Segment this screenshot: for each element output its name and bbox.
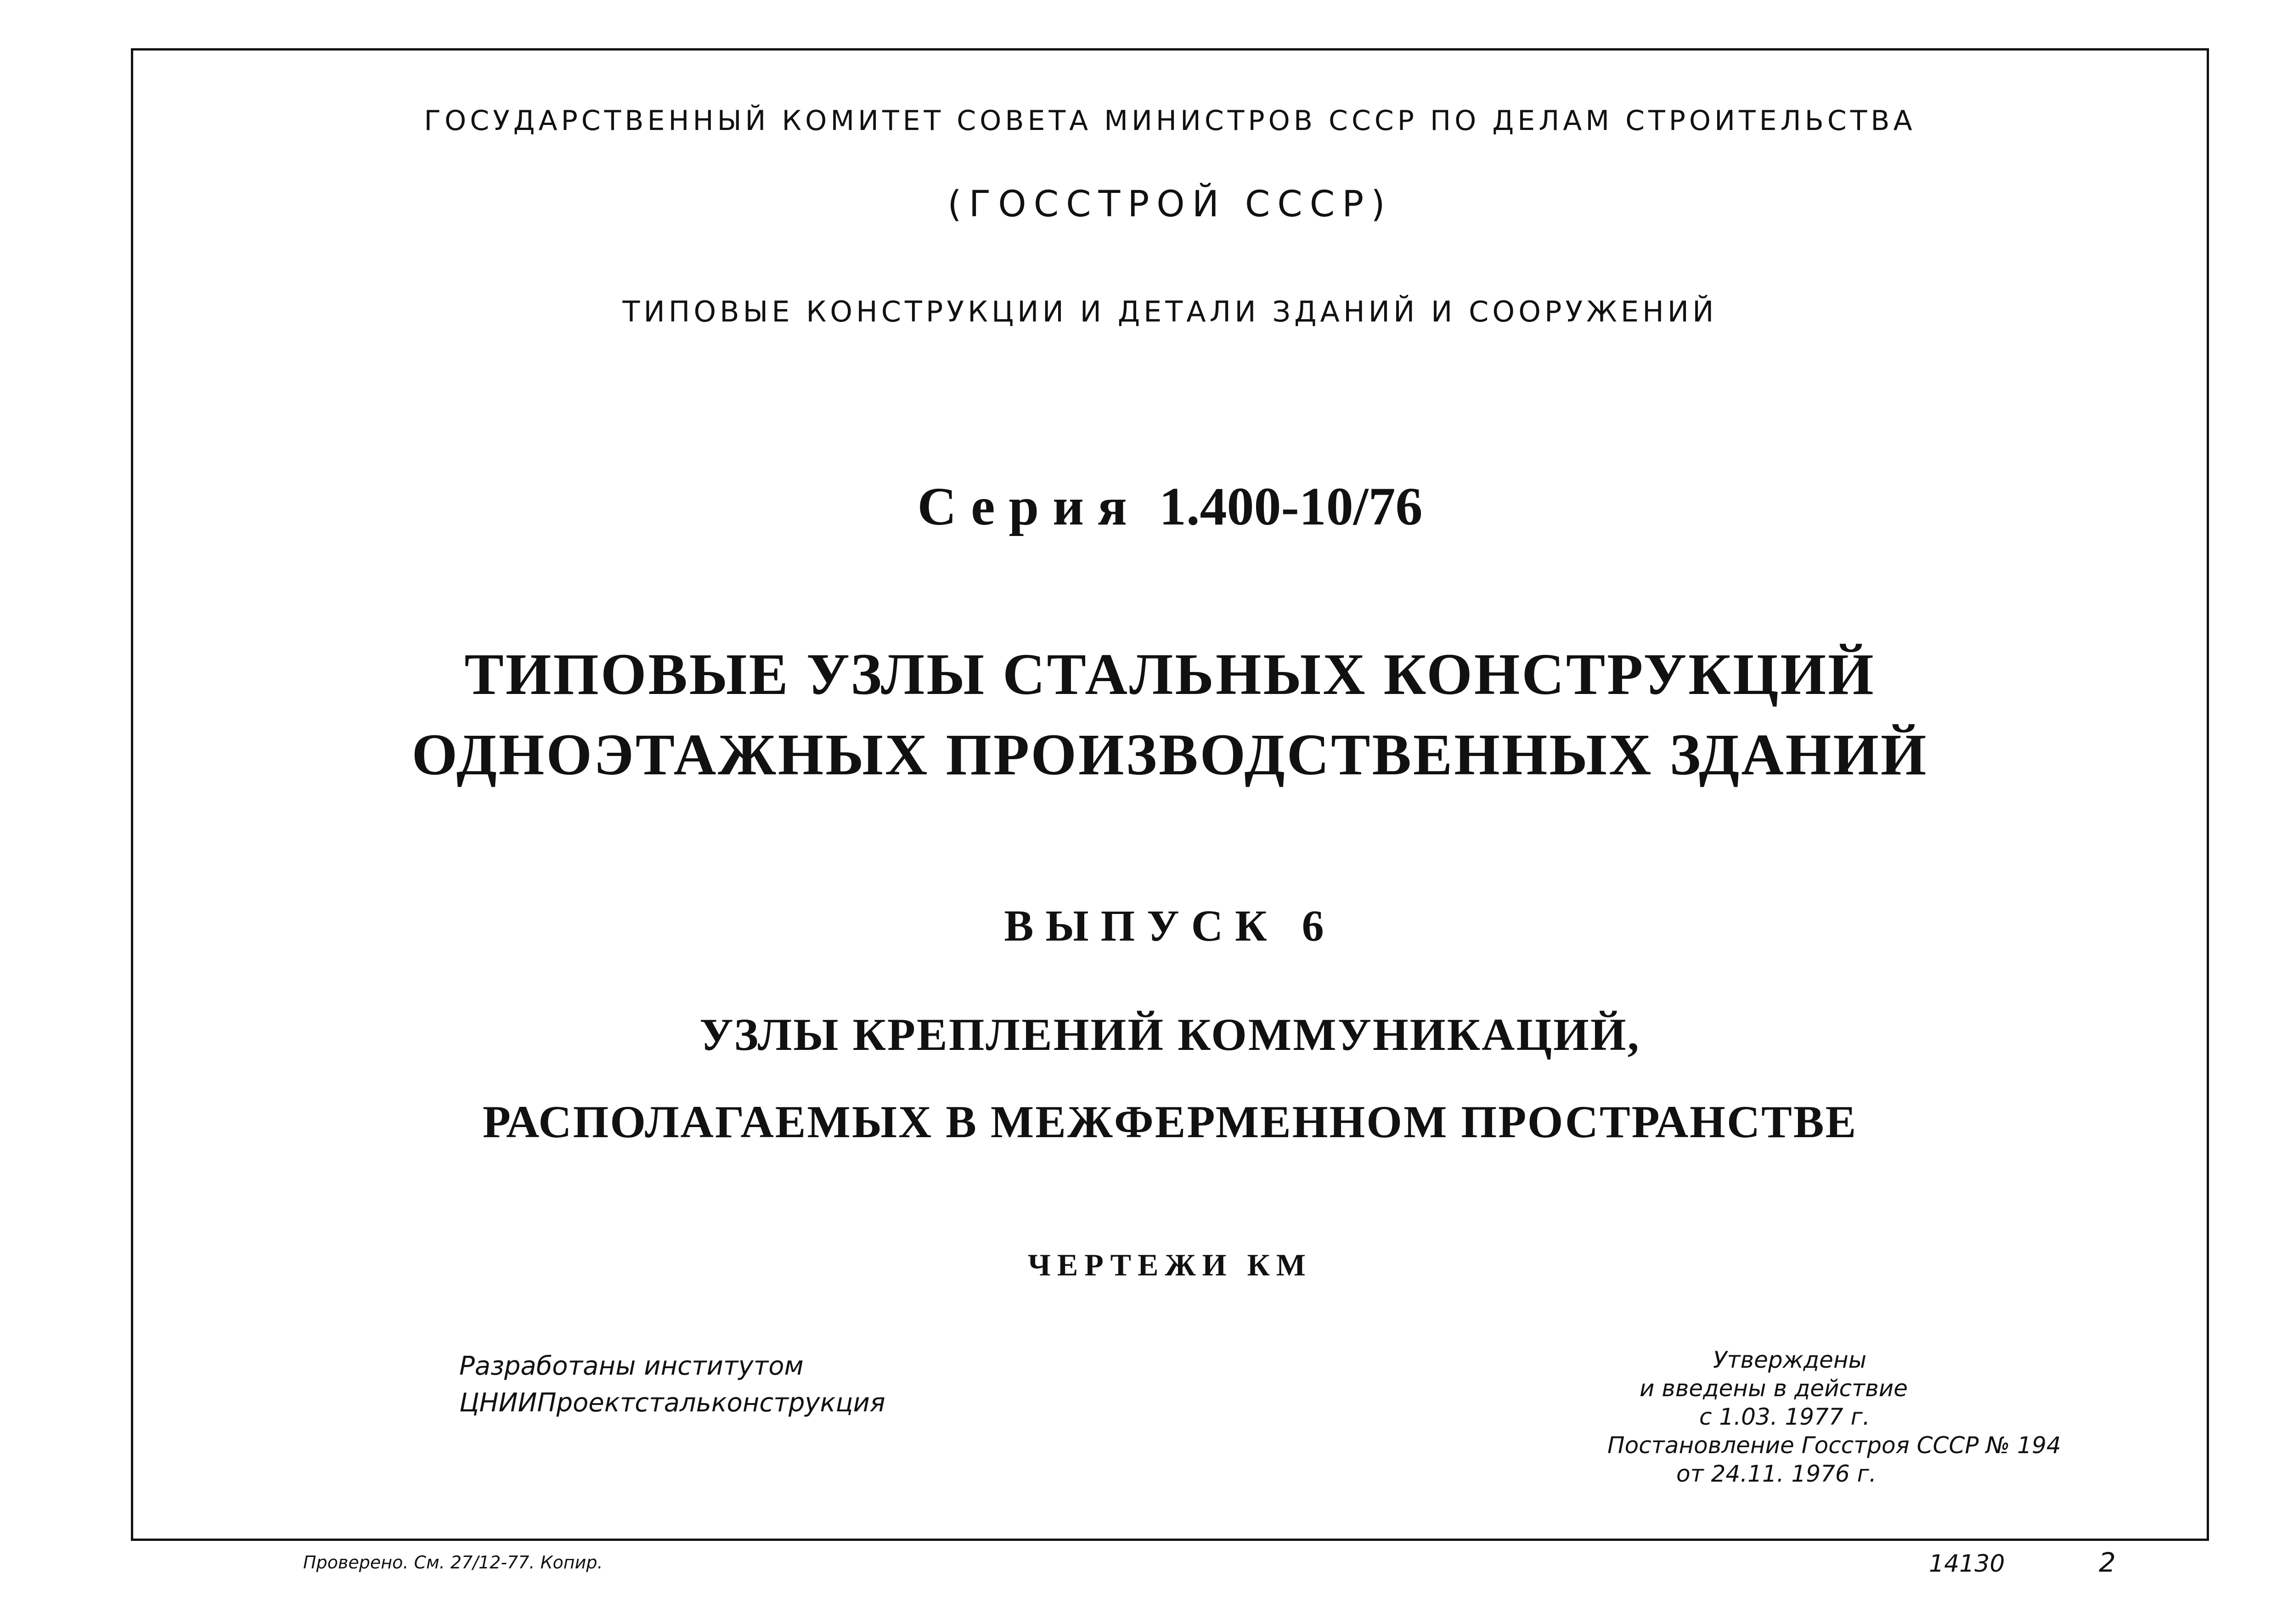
developed-line-1: Разработаны институтом: [459, 1351, 804, 1381]
committee-heading: ГОСУДАРСТВЕННЫЙ КОМИТЕТ СОВЕТА МИНИСТРОВ СССР ПО ДЕЛАМ СТРОИТЕЛЬСТВА: [424, 105, 1916, 137]
subtitle-line-1: УЗЛЫ КРЕПЛЕНИЙ КОММУНИКАЦИЙ,: [699, 1009, 1640, 1060]
series-number: 1.400-10/76: [1159, 476, 1423, 536]
approved-line-5: от 24.11. 1976 г.: [1676, 1460, 1877, 1487]
footer-stamp: Проверено. См. 27/12-77. Копир.: [303, 1552, 603, 1573]
approved-line-3: с 1.03. 1977 г.: [1699, 1404, 1870, 1430]
series-word: Серия: [917, 476, 1141, 536]
footer-doc-number: 14130: [1929, 1550, 2005, 1578]
approved-line-2: и введены в действие: [1640, 1375, 1908, 1402]
category-heading: ТИПОВЫЕ КОНСТРУКЦИИ И ДЕТАЛИ ЗДАНИЙ И СООРУЖЕНИЙ: [622, 295, 1718, 328]
footer-page-number: 2: [2099, 1547, 2116, 1578]
title-line-1: ТИПОВЫЕ УЗЛЫ СТАЛЬНЫХ КОНСТРУКЦИЙ: [464, 642, 1876, 707]
issue-number: ВЫПУСК 6: [1004, 901, 1336, 950]
drawings-label: ЧЕРТЕЖИ КМ: [1028, 1247, 1312, 1282]
approved-line-4: Постановление Госстроя СССР № 194: [1607, 1432, 2061, 1459]
gosstroy-abbrev: (ГОССТРОЙ СССР): [947, 184, 1392, 225]
series-line: [131, 475, 2209, 538]
subtitle-line-2: РАСПОЛАГАЕМЫХ В МЕЖФЕРМЕННОМ ПРОСТРАНСТВЕ: [482, 1096, 1858, 1147]
approved-line-1: Утверждены: [1713, 1347, 1867, 1373]
developed-by-block: [459, 1348, 885, 1421]
title-line-2: ОДНОЭТАЖНЫХ ПРОИЗВОДСТВЕННЫХ ЗДАНИЙ: [411, 722, 1928, 787]
drawing-frame: [131, 48, 2209, 1541]
approval-block: [1607, 1346, 2117, 1488]
developed-line-2: ЦНИИПроектстальконструкция: [459, 1388, 885, 1418]
